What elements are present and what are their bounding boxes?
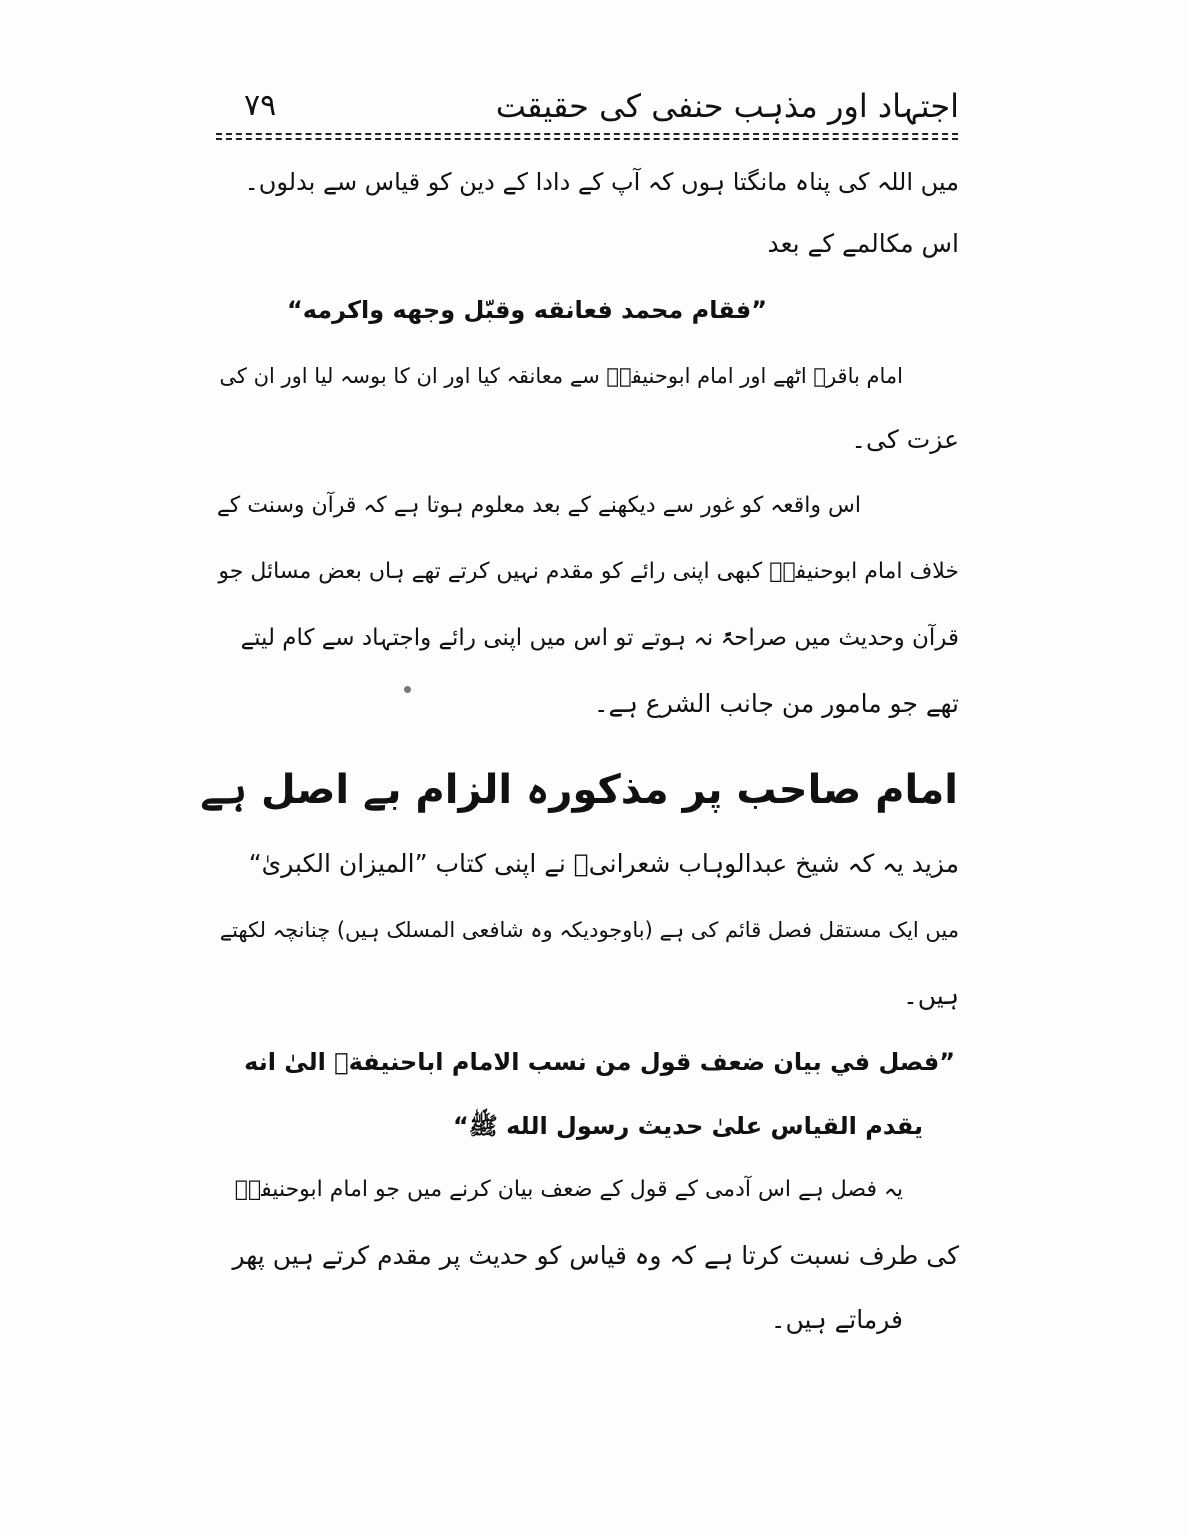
- text-line: ہیں۔: [903, 981, 959, 1010]
- text-line: اس مکالمے کے بعد: [767, 229, 959, 258]
- section-heading: امام صاحب پر مذکورہ الزام بے اصل ہے: [200, 767, 958, 813]
- scan-speck: [404, 686, 411, 693]
- text-line: اس واقعہ کو غور سے دیکھنے کے بعد معلوم ہوتا ہے کہ قرآن وسنت کے: [216, 493, 861, 518]
- arabic-quote: يقدم القياس علىٰ حديث رسول الله ﷺ“: [452, 1112, 923, 1140]
- text-line: یہ فصل ہے اس آدمی کے قول کے ضعف بیان کرنے میں جو امام ابوحنیفہؒ: [234, 1177, 903, 1202]
- text-line: خلاف امام ابوحنیفہؒ کبھی اپنی رائے کو مقدم نہیں کرتے تھے ہاں بعض مسائل جو: [218, 559, 959, 584]
- text-line: تھے جو مامور من جانب الشرع ہے۔: [593, 689, 959, 718]
- text-line: میں ایک مستقل فصل قائم کی ہے (باوجودیکہ وہ شافعی المسلک ہیں) چنانچہ لکھتے: [219, 918, 959, 942]
- page-number: ۷۹: [244, 88, 277, 123]
- header-divider: [216, 133, 958, 135]
- header-divider-secondary: [216, 138, 958, 140]
- text-line: عزت کی۔: [851, 425, 959, 454]
- text-line: میں اللہ کی پناہ مانگتا ہوں کہ آپ کے دادا کے دین کو قیاس سے بدلوں۔: [244, 168, 959, 196]
- text-line: امام باقرؒ اٹھے اور امام ابوحنیفہؒ سے معانقہ کیا اور ان کا بوسہ لیا اور ان کی: [219, 364, 903, 388]
- arabic-quote: ”فصل في بيان ضعف قول من نسب الامام اباحنيفةؒ الىٰ انه: [244, 1048, 955, 1076]
- text-line: مزید یہ کہ شیخ عبدالوہاب شعرانیؒ نے اپنی کتاب ”المیزان الکبریٰ“: [248, 849, 959, 878]
- text-line: قرآن وحدیث میں صراحۃً نہ ہوتے تو اس میں اپنی رائے واجتہاد سے کام لیتے: [240, 625, 959, 651]
- text-line: فرماتے ہیں۔: [770, 1305, 903, 1334]
- arabic-quote: ”فقام محمد فعانقه وقبّل وجهه واكرمه“: [286, 296, 767, 324]
- running-header-title: اجتہاد اور مذہب حنفی کی حقیقت: [495, 87, 959, 125]
- text-line: کی طرف نسبت کرتا ہے کہ وہ قیاس کو حدیث پر مقدم کرتے ہیں پھر: [232, 1241, 959, 1270]
